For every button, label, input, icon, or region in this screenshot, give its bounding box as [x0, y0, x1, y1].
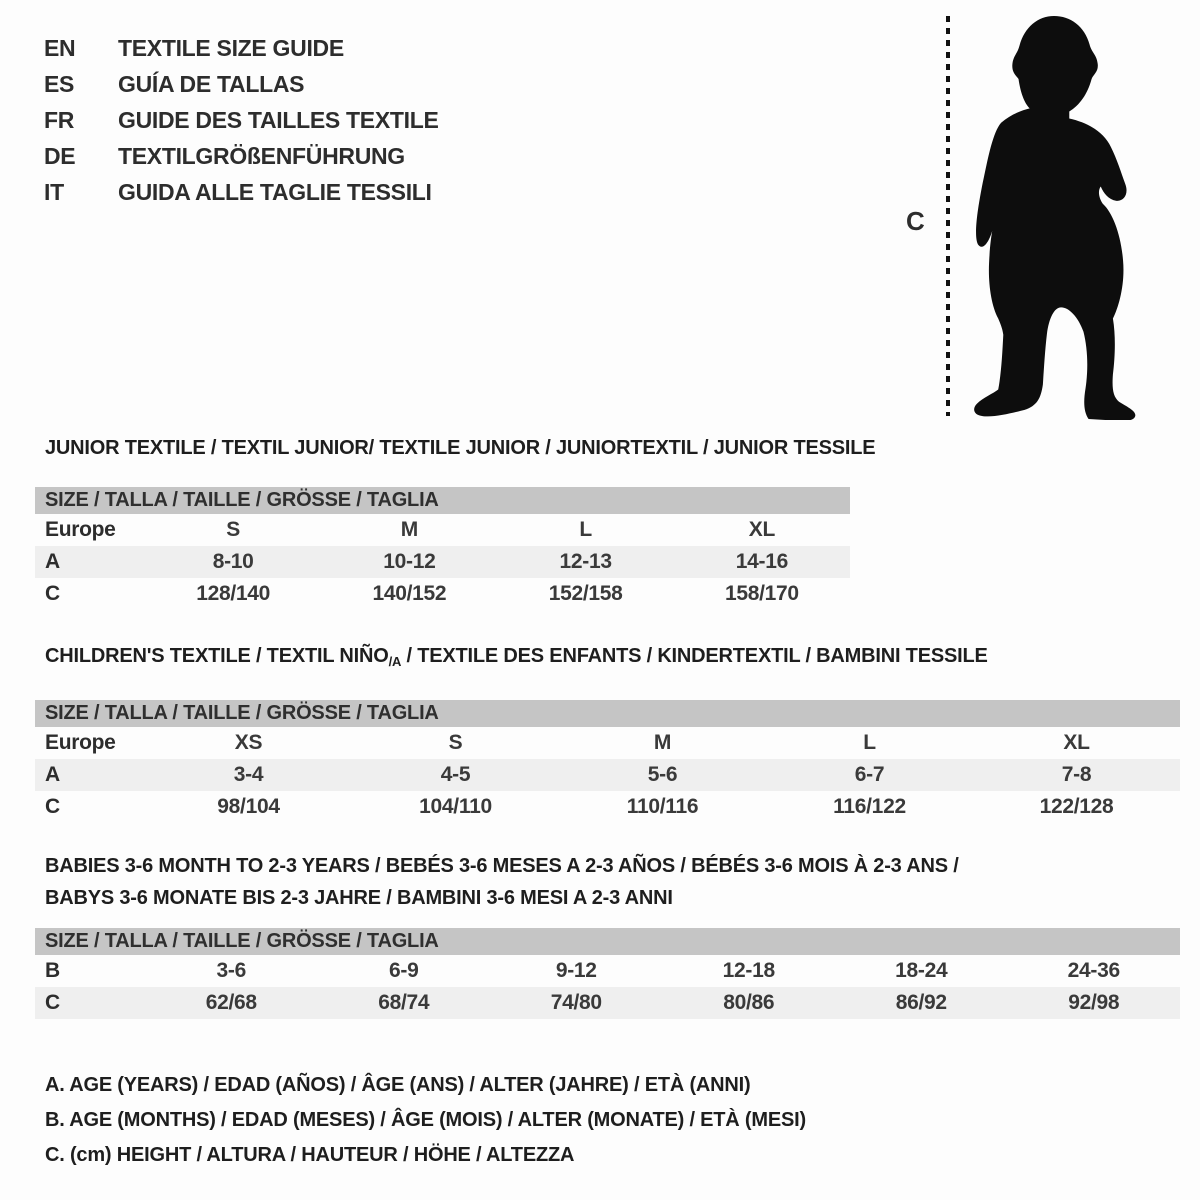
height-measure-dashed-line	[946, 16, 950, 416]
table-row-height	[35, 791, 1180, 823]
language-title: GUIDA ALLE TAGLIE TESSILI	[118, 179, 432, 205]
language-code: IT	[44, 179, 64, 205]
months-cell: 24-36	[1067, 959, 1120, 982]
language-title: GUÍA DE TALLAS	[118, 71, 305, 97]
height-cell: 86/92	[895, 991, 947, 1014]
section-babies	[35, 850, 1180, 1019]
size-cell: XS	[234, 731, 263, 754]
heading-text: / TEXTILE DES ENFANTS / KINDERTEXTIL / BAMBINI TESSILE	[401, 645, 988, 667]
age-cell: 4-5	[440, 763, 471, 786]
row-label: B	[45, 959, 60, 982]
row-label: C	[45, 582, 60, 605]
section-junior-textile	[35, 436, 876, 610]
table-row-height	[35, 578, 850, 610]
legend-block	[45, 1068, 806, 1173]
row-label: C	[45, 991, 60, 1014]
table-row-height	[35, 987, 1180, 1019]
language-code: DE	[44, 143, 76, 169]
height-cell: 128/140	[196, 582, 271, 605]
language-row-en	[44, 30, 439, 66]
height-cell: 80/86	[723, 991, 775, 1014]
size-cell: S	[226, 518, 240, 541]
height-cell: 68/74	[378, 991, 430, 1014]
age-cell: 12-13	[559, 550, 612, 573]
language-title: TEXTILGRÖßENFÜHRUNG	[118, 143, 405, 169]
section-heading	[35, 644, 1180, 674]
height-cell: 152/158	[548, 582, 623, 605]
size-cell: XL	[1063, 731, 1090, 754]
size-cell: L	[863, 731, 876, 754]
months-cell: 3-6	[216, 959, 246, 982]
months-cell: 12-18	[722, 959, 775, 982]
section-heading	[35, 850, 1180, 914]
table-row-months	[35, 955, 1180, 987]
size-cell: XL	[748, 518, 775, 541]
months-cell: 6-9	[389, 959, 419, 982]
row-label: Europe	[45, 518, 116, 541]
height-cell: 110/116	[626, 795, 699, 818]
age-cell: 7-8	[1061, 763, 1092, 786]
size-cell: S	[448, 731, 463, 754]
language-row-fr	[44, 102, 439, 138]
height-cell: 62/68	[205, 991, 257, 1014]
legend-line-a: A. AGE (YEARS) / EDAD (AÑOS) / ÂGE (ANS) / ALTER (JAHRE) / ETÀ (ANNI)	[45, 1074, 751, 1096]
toddler-silhouette-icon	[960, 14, 1142, 420]
size-header-bar: SIZE / TALLA / TAILLE / GRÖSSE / TAGLIA	[35, 928, 1180, 955]
table-row-age	[35, 546, 850, 578]
age-cell: 5-6	[647, 763, 678, 786]
months-cell: 18-24	[895, 959, 948, 982]
language-code: EN	[44, 35, 76, 61]
months-cell: 9-12	[555, 959, 597, 982]
section-heading: JUNIOR TEXTILE / TEXTIL JUNIOR/ TEXTILE JUNIOR / JUNIORTEXTIL / JUNIOR TESSILE	[45, 437, 876, 459]
table-row-europe	[35, 727, 1180, 759]
language-row-es	[44, 66, 439, 102]
language-row-de	[44, 138, 439, 174]
heading-text: CHILDREN'S TEXTILE / TEXTIL NIÑO	[45, 645, 389, 667]
legend-line-c: C. (cm) HEIGHT / ALTURA / HAUTEUR / HÖHE / ALTEZZA	[45, 1144, 575, 1166]
legend-line-b: B. AGE (MONTHS) / EDAD (MESES) / ÂGE (MOIS) / ALTER (MONATE) / ETÀ (MESI)	[45, 1109, 806, 1131]
heading-line-2: BABYS 3-6 MONATE BIS 2-3 JAHRE / BAMBINI 3-6 MESI A 2-3 ANNI	[45, 887, 673, 909]
height-cell: 158/170	[724, 582, 799, 605]
age-cell: 8-10	[212, 550, 254, 573]
size-header-bar: SIZE / TALLA / TAILLE / GRÖSSE / TAGLIA	[35, 700, 1180, 727]
language-row-it	[44, 174, 439, 210]
table-row-europe	[35, 514, 850, 546]
row-label: C	[45, 795, 60, 818]
age-cell: 10-12	[383, 550, 436, 573]
heading-line-1: BABIES 3-6 MONTH TO 2-3 YEARS / BEBÉS 3-6 MESES A 2-3 AÑOS / BÉBÉS 3-6 MOIS À 2-3 ANS /	[45, 855, 959, 877]
table-row-age	[35, 759, 1180, 791]
height-cell: 92/98	[1068, 991, 1120, 1014]
height-cell: 122/128	[1039, 795, 1114, 818]
section-childrens-textile	[35, 644, 1180, 823]
age-cell: 6-7	[854, 763, 885, 786]
row-label: A	[45, 763, 60, 786]
height-cell: 116/122	[833, 795, 906, 818]
heading-subscript: /A	[388, 654, 402, 669]
height-cell: 98/104	[217, 795, 280, 818]
size-header-bar: SIZE / TALLA / TAILLE / GRÖSSE / TAGLIA	[35, 487, 850, 514]
size-cell: L	[579, 518, 592, 541]
language-title: GUIDE DES TAILLES TEXTILE	[118, 107, 439, 133]
height-measure-label-c: C	[906, 206, 925, 236]
height-cell: 140/152	[372, 582, 447, 605]
row-label: A	[45, 550, 60, 573]
language-title-list	[44, 30, 439, 210]
row-label: Europe	[45, 731, 116, 754]
size-cell: M	[400, 518, 418, 541]
language-title: TEXTILE SIZE GUIDE	[118, 35, 344, 61]
height-cell: 104/110	[419, 795, 492, 818]
size-cell: M	[653, 731, 672, 754]
age-cell: 14-16	[735, 550, 788, 573]
age-cell: 3-4	[233, 763, 264, 786]
height-cell: 74/80	[550, 991, 602, 1014]
language-code: FR	[44, 107, 75, 133]
language-code: ES	[44, 71, 75, 97]
